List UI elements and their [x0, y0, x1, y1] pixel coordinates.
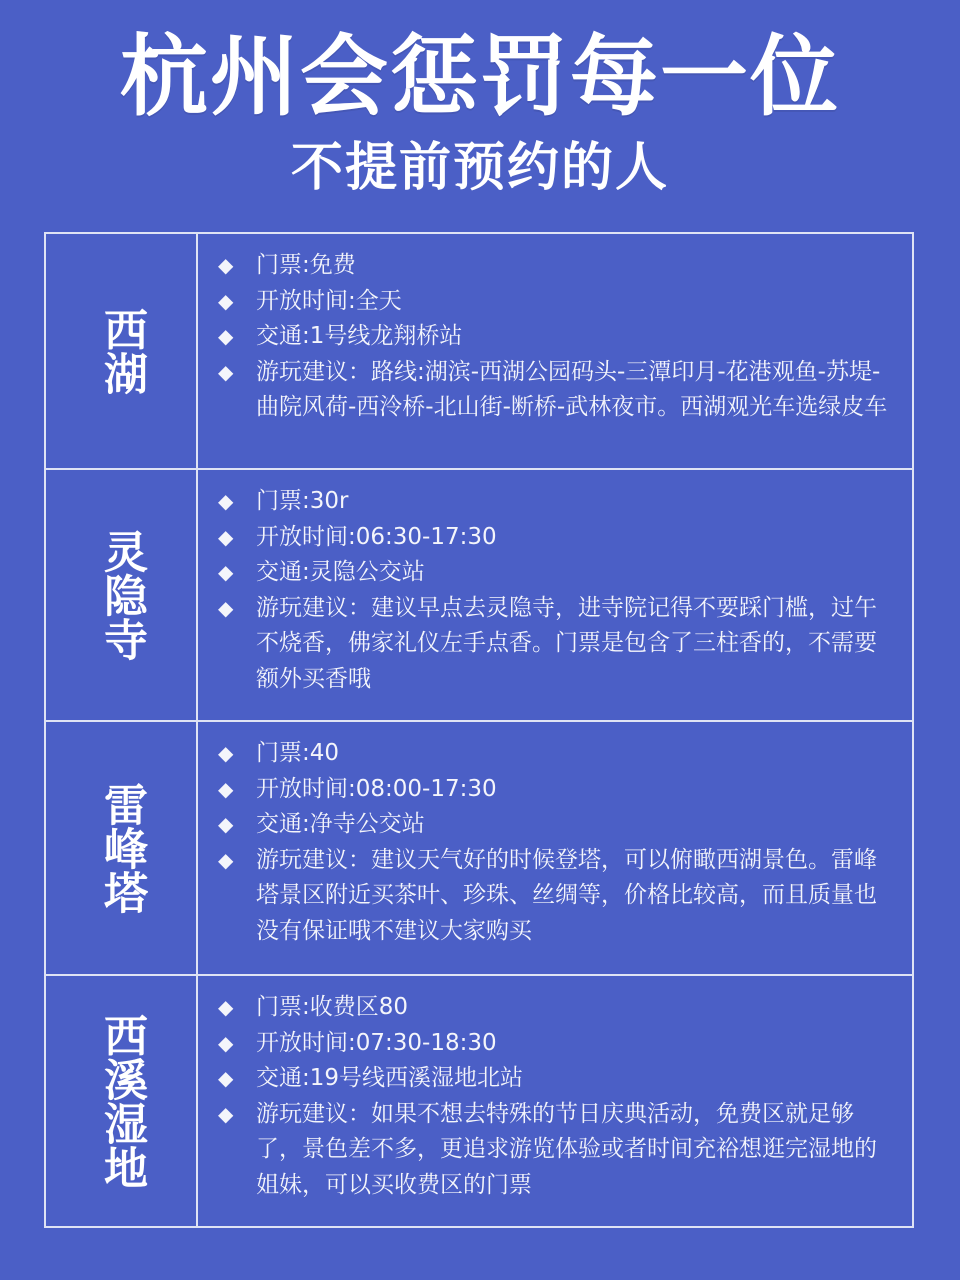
info-text: 交通:1号线龙翔桥站: [256, 323, 463, 349]
attractions-table: [44, 232, 914, 1228]
info-item-tips: [218, 591, 896, 698]
info-text: 门票:30r: [256, 488, 349, 514]
page-title: 杭州会惩罚每一位: [119, 25, 840, 128]
diamond-bullet-icon: ◆: [218, 595, 234, 620]
info-item-ticket: [218, 484, 896, 520]
info-item-hours: [218, 284, 896, 320]
info-text: 门票:收费区80: [256, 994, 409, 1020]
info-text: 交通:灵隐公交站: [256, 559, 425, 585]
info-item-tips: [218, 355, 896, 426]
info-text: 门票:免费: [256, 252, 356, 278]
attraction-name-cell: [46, 234, 198, 468]
info-text: 开放时间:07:30-18:30: [256, 1029, 497, 1056]
info-item-hours: [218, 1026, 896, 1062]
info-text: 交通:19号线西溪湿地北站: [256, 1065, 524, 1091]
diamond-bullet-icon: ◆: [218, 812, 234, 836]
attraction-row-xixi-wetland: [46, 974, 912, 1226]
attraction-info: [198, 976, 912, 1226]
info-item-transport: [218, 1061, 896, 1097]
info-text: 游玩建议：建议早点去灵隐寺，进寺院记得不要踩门槛，过午不烧香，佛家礼仪左手点香。门票是包含了三柱香的，不需要额外买香哦: [256, 594, 877, 692]
attraction-name-cell: [46, 722, 198, 974]
info-text: 游玩建议：路线:湖滨-西湖公园码头-三潭印月-花港观鱼-苏堤-曲院风荷-西泠桥-北山街-断桥-武林夜市。西湖观光车选绿皮车: [256, 358, 888, 420]
diamond-bullet-icon: ◆: [218, 847, 234, 872]
attraction-info: [198, 234, 912, 468]
attraction-name-cell: [46, 470, 198, 720]
attraction-row-west-lake: [46, 234, 912, 468]
diamond-bullet-icon: ◆: [218, 995, 234, 1019]
diamond-bullet-icon: ◆: [218, 489, 234, 513]
info-text: 交通:净寺公交站: [256, 811, 425, 837]
info-item-hours: [218, 520, 896, 556]
diamond-bullet-icon: ◆: [218, 1066, 234, 1090]
attraction-info: [198, 722, 912, 974]
diamond-bullet-icon: ◆: [218, 288, 234, 313]
attraction-name: 西湖: [96, 307, 147, 395]
diamond-bullet-icon: ◆: [218, 1030, 234, 1055]
diamond-bullet-icon: ◆: [218, 253, 234, 277]
info-text: 游玩建议：如果不想去特殊的节日庆典活动，免费区就足够了，景色差不多，更追求游览体验或者时间充裕想逛完湿地的姐妹，可以买收费区的门票: [256, 1100, 877, 1198]
attraction-name: 灵隐寺: [96, 529, 147, 661]
info-item-ticket: [218, 248, 896, 284]
attraction-name-cell: [46, 976, 198, 1226]
attraction-name: 雷峰塔: [96, 782, 147, 914]
info-item-tips: [218, 843, 896, 950]
diamond-bullet-icon: ◆: [218, 560, 234, 584]
diamond-bullet-icon: ◆: [218, 741, 234, 765]
info-text: 开放时间:08:00-17:30: [256, 775, 497, 802]
attraction-row-leifeng-pagoda: [46, 720, 912, 974]
diamond-bullet-icon: ◆: [218, 776, 234, 801]
attraction-info: [198, 470, 912, 720]
info-text: 门票:40: [256, 740, 340, 766]
page-subtitle: 不提前预约的人: [290, 138, 669, 198]
diamond-bullet-icon: ◆: [218, 324, 234, 348]
info-text: 开放时间:全天: [256, 287, 402, 314]
info-item-transport: [218, 555, 896, 591]
diamond-bullet-icon: ◆: [218, 524, 234, 549]
diamond-bullet-icon: ◆: [218, 359, 234, 384]
attraction-row-lingyin-temple: [46, 468, 912, 720]
info-text: 游玩建议：建议天气好的时候登塔，可以俯瞰西湖景色。雷峰塔景区附近买茶叶、珍珠、丝绸等，价格比较高，而且质量也没有保证哦不建议大家购买: [256, 846, 877, 944]
info-item-tips: [218, 1097, 896, 1204]
info-text: 开放时间:06:30-17:30: [256, 523, 497, 550]
info-item-hours: [218, 772, 896, 808]
info-item-transport: [218, 319, 896, 355]
info-item-ticket: [218, 990, 896, 1026]
info-item-ticket: [218, 736, 896, 772]
info-item-transport: [218, 807, 896, 843]
diamond-bullet-icon: ◆: [218, 1101, 234, 1126]
attraction-name: 西溪湿地: [96, 1013, 147, 1189]
